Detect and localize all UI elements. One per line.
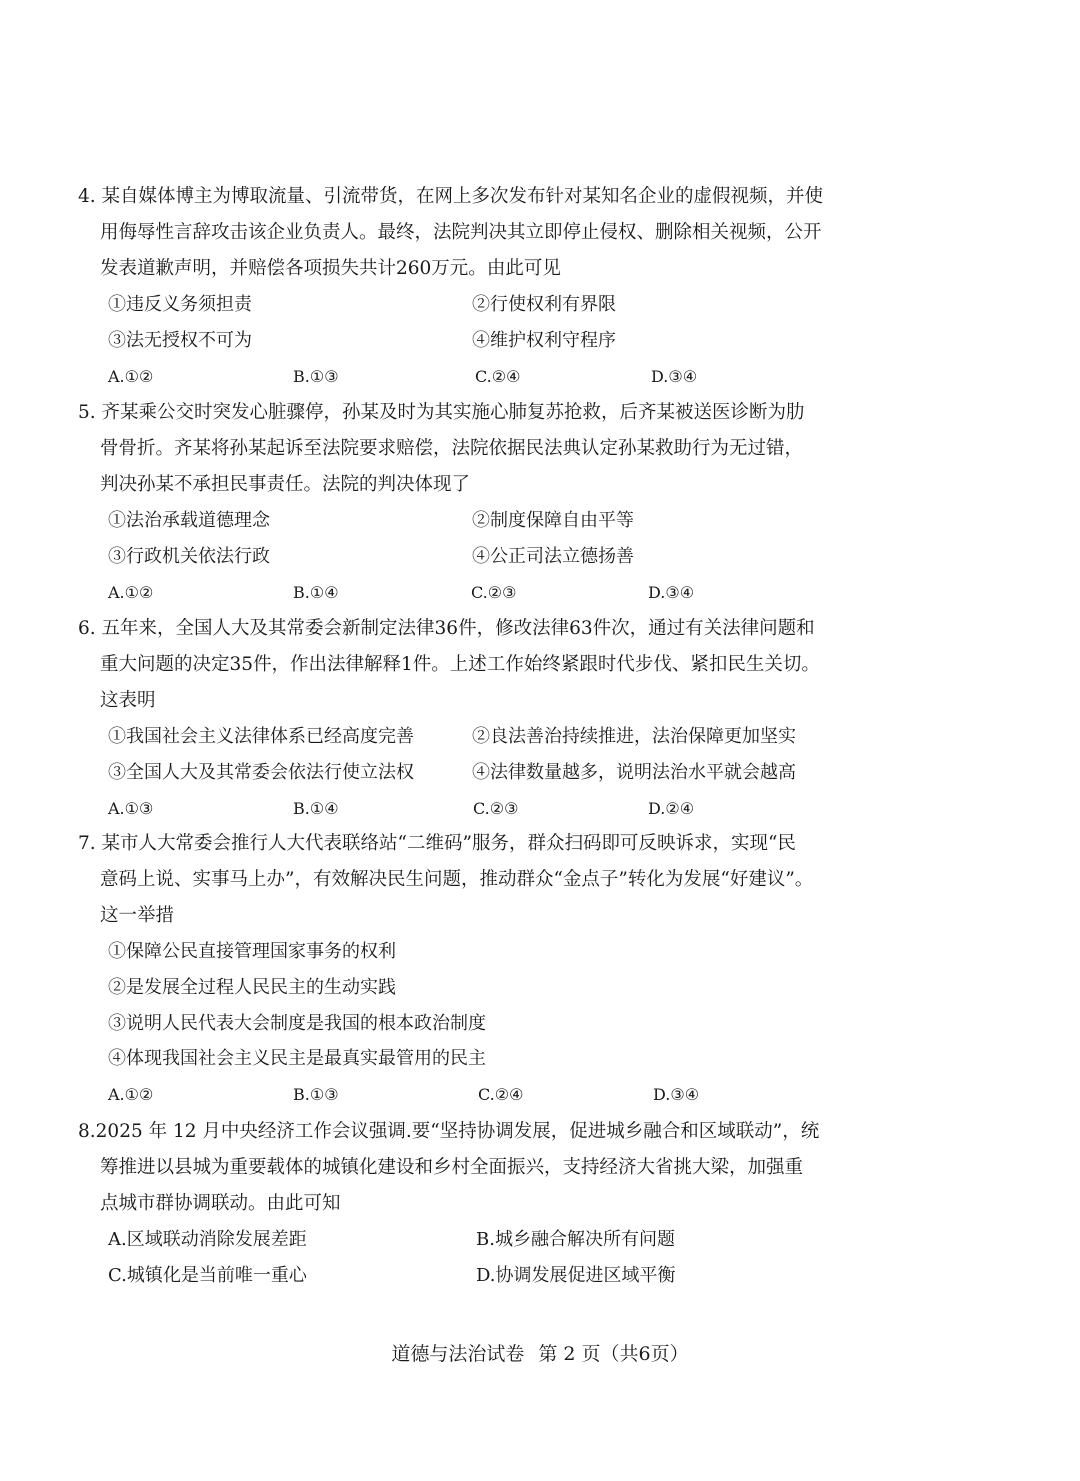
statement-option: ④维护权利守程序 (472, 330, 616, 351)
answer-choice-a: A.区域联动消除发展差距 (108, 1229, 307, 1250)
answer-choice-d: D.协调发展促进区域平衡 (476, 1265, 676, 1286)
statement-option: ③全国人大及其常委会依法行使立法权 (108, 762, 414, 783)
answer-choice-d: D.③④ (651, 367, 698, 386)
page-number: 第 2 页（共6页） (538, 1343, 689, 1365)
answer-choice-c: C.②④ (475, 367, 521, 386)
question-stem-line: 发表道歉声明，并赔偿各项损失共计260万元。由此可见 (100, 258, 561, 279)
statement-option: ①法治承载道德理念 (108, 510, 270, 531)
answer-choice-b: B.城乡融合解决所有问题 (476, 1229, 675, 1250)
answer-choice-b: B.①③ (293, 1085, 339, 1104)
statement-option: ③法无授权不可为 (108, 330, 252, 351)
answer-choice-a: A.①② (108, 367, 154, 386)
statement-option: ②是发展全过程人民民主的生动实践 (108, 977, 396, 998)
question-stem-line: 判决孙某不承担民事责任。法院的判决体现了 (100, 474, 471, 495)
answer-choice-b: B.①④ (293, 799, 339, 818)
answer-choice-d: D.③④ (653, 1085, 700, 1104)
answer-choice-d: D.③④ (648, 583, 695, 602)
answer-choice-d: D.②④ (648, 799, 695, 818)
question-stem-line: 重大问题的决定35件，作出法律解释1件。上述工作始终紧跟时代步伐、紧扣民生关切。 (100, 654, 820, 675)
answer-choice-a: A.①② (108, 583, 154, 602)
question-stem-line: 7. 某市人大常委会推行人大代表联络站“二维码”服务，群众扫码即可反映诉求，实现“民 (78, 833, 796, 854)
question-stem-line: 这一举措 (100, 905, 175, 926)
question-stem-line: 点城市群协调联动。由此可知 (100, 1193, 341, 1214)
question-stem-line: 6. 五年来，全国人大及其常委会新制定法律36件，修改法律63件次，通过有关法律问题和 (78, 618, 815, 639)
statement-option: ③行政机关依法行政 (108, 546, 270, 567)
question-stem-line: 骨骨折。齐某将孙某起诉至法院要求赔偿，法院依据民法典认定孙某救助行为无过错， (100, 438, 804, 459)
question-stem-line: 4. 某自媒体博主为博取流量、引流带货，在网上多次发布针对某知名企业的虚假视频，并使 (78, 186, 824, 207)
statement-option: ③说明人民代表大会制度是我国的根本政治制度 (108, 1013, 486, 1034)
question-stem-line: 筹推进以县城为重要载体的城镇化建设和乡村全面振兴，支持经济大省挑大梁，加强重 (100, 1157, 804, 1178)
statement-option: ②行使权利有界限 (472, 294, 616, 315)
exam-subject-title: 道德与法治试卷 (391, 1343, 525, 1365)
statement-option: ②良法善治持续推进，法治保障更加坚实 (472, 726, 796, 747)
statement-option: ④公正司法立德扬善 (472, 546, 634, 567)
page-footer (0, 1342, 1080, 1366)
statement-option: ①违反义务须担责 (108, 294, 252, 315)
statement-option: ②制度保障自由平等 (472, 510, 634, 531)
statement-option: ④体现我国社会主义民主是最真实最管用的民主 (108, 1048, 486, 1069)
answer-choice-a: A.①③ (108, 799, 154, 818)
answer-choice-c: C.②④ (478, 1085, 524, 1104)
answer-choice-c: C.城镇化是当前唯一重心 (108, 1265, 307, 1286)
question-stem-line: 这表明 (100, 690, 156, 711)
answer-choice-b: B.①③ (293, 367, 339, 386)
question-stem-line: 5. 齐某乘公交时突发心脏骤停，孙某及时为其实施心肺复苏抢救，后齐某被送医诊断为肋 (78, 402, 805, 423)
question-stem-line: 意码上说、实事马上办”，有效解决民生问题，推动群众“金点子”转化为发展“好建议”。 (100, 869, 814, 890)
answer-choice-c: C.②③ (473, 799, 519, 818)
answer-choice-b: B.①④ (293, 583, 339, 602)
answer-choice-c: C.②③ (471, 583, 517, 602)
answer-choice-a: A.①② (108, 1085, 154, 1104)
question-stem-line: 8.2025 年 12 月中央经济工作会议强调.要“坚持协调发展，促进城乡融合和区域联动”，统 (78, 1121, 820, 1142)
statement-option: ④法律数量越多，说明法治水平就会越高 (472, 762, 796, 783)
question-stem-line: 用侮辱性言辞攻击该企业负责人。最终，法院判决其立即停止侵权、删除相关视频，公开 (100, 222, 822, 243)
statement-option: ①保障公民直接管理国家事务的权利 (108, 941, 396, 962)
statement-option: ①我国社会主义法律体系已经高度完善 (108, 726, 414, 747)
